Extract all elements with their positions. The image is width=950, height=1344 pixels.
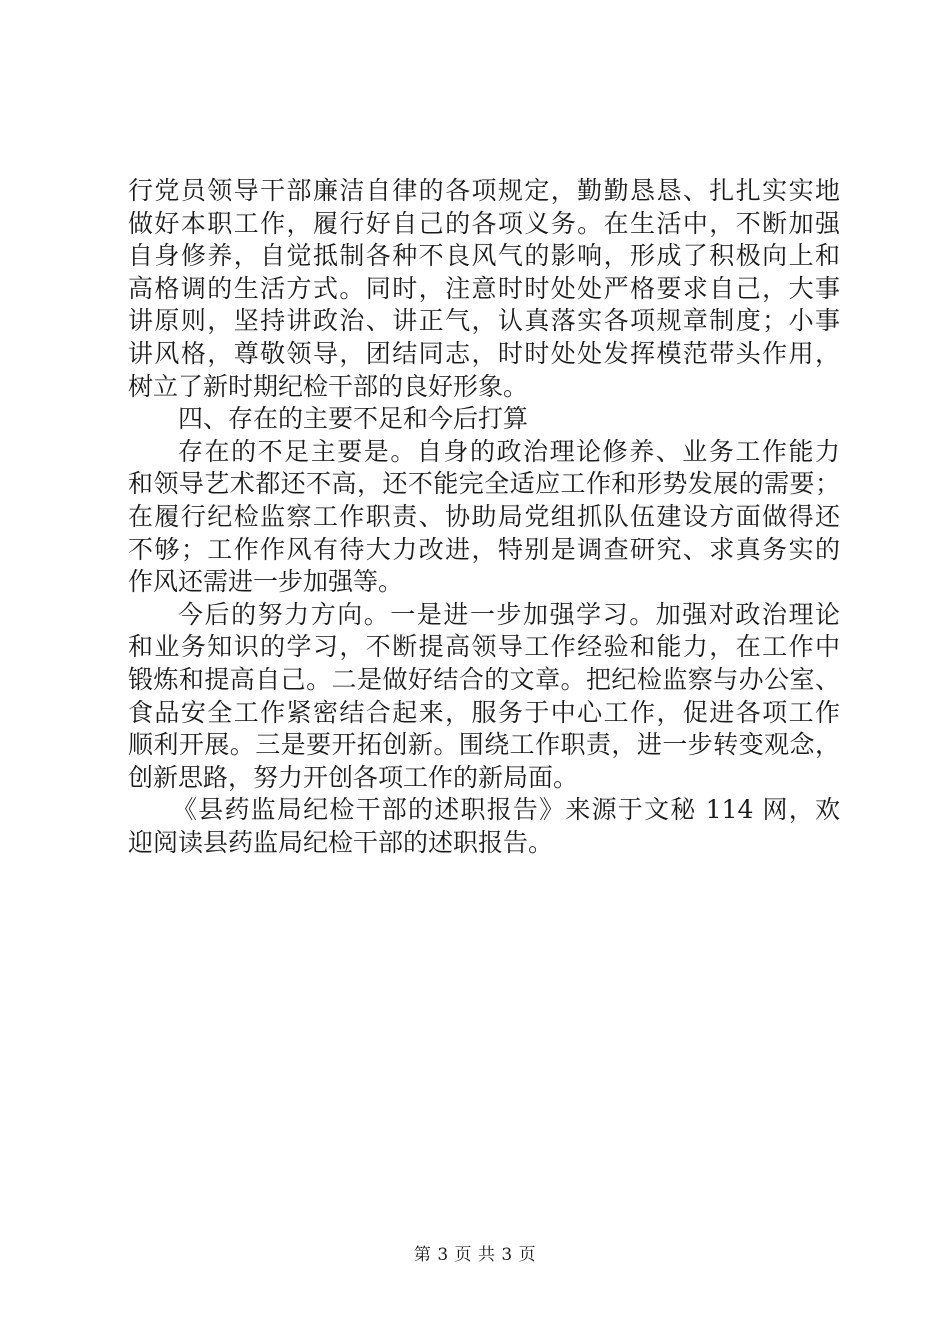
text-line: 顺利开展。三是要开拓创新。围绕工作职责，进一步转变观念，: [128, 730, 840, 760]
text-line: 树立了新时期纪检干部的良好形象。: [128, 371, 529, 401]
text-line: 食品安全工作紧密结合起来，服务于中心工作，促进各项工作: [128, 697, 840, 727]
text-line: 今后的努力方向。一是进一步加强学习。加强对政治理论: [178, 599, 840, 629]
text-line: 《县药监局纪检干部的述职报告》来源于文秘 114 网，欢: [172, 795, 840, 825]
section-heading-text: 四、存在的主要不足和今后打算: [178, 404, 529, 434]
text-line: 高格调的生活方式。同时，注意时时处处严格要求自己，大事: [128, 273, 840, 303]
text-line: 锻炼和提高自己。二是做好结合的文章。把纪检监察与办公室、: [128, 664, 840, 694]
text-line: 行党员领导干部廉洁自律的各项规定，勤勤恳恳、扎扎实实地: [128, 176, 840, 205]
text-line: 不够；工作作风有待大力改进，特别是调查研究、求真务实的: [128, 534, 840, 564]
page-footer: 第 3 页 共 3 页: [413, 1245, 537, 1265]
text-line: 讲原则，坚持讲政治、讲正气，认真落实各项规章制度；小事: [128, 306, 840, 336]
text-line: 迎阅读县药监局纪检干部的述职报告。: [128, 827, 554, 857]
paragraph: [128, 175, 840, 403]
text-line: 和领导艺术都还不高，还不能完全适应工作和形势发展的需要；: [128, 469, 840, 499]
text-line: 和业务知识的学习，不断提高领导工作经验和能力，在工作中: [128, 632, 840, 662]
text-line: 存在的不足主要是。自身的政治理论修养、业务工作能力: [178, 436, 840, 466]
paragraph: [128, 599, 840, 795]
text-line: 在履行纪检监察工作职责、协助局党组抓队伍建设方面做得还: [128, 501, 840, 531]
text-line: 讲风格，尊敬领导，团结同志，时时处处发挥模范带头作用，: [128, 338, 840, 368]
paragraph: [128, 436, 840, 599]
text-line: 自身修养，自觉抵制各种不良风气的影响，形成了积极向上和: [128, 241, 840, 271]
section-heading: [128, 403, 840, 436]
text-line: 创新思路，努力开创各项工作的新局面。: [128, 762, 579, 792]
text-line: 做好本职工作，履行好自己的各项义务。在生活中，不断加强: [128, 208, 840, 238]
document-body: [128, 175, 840, 859]
text-line: 作风还需进一步加强等。: [128, 567, 404, 597]
source-note: [128, 794, 840, 859]
